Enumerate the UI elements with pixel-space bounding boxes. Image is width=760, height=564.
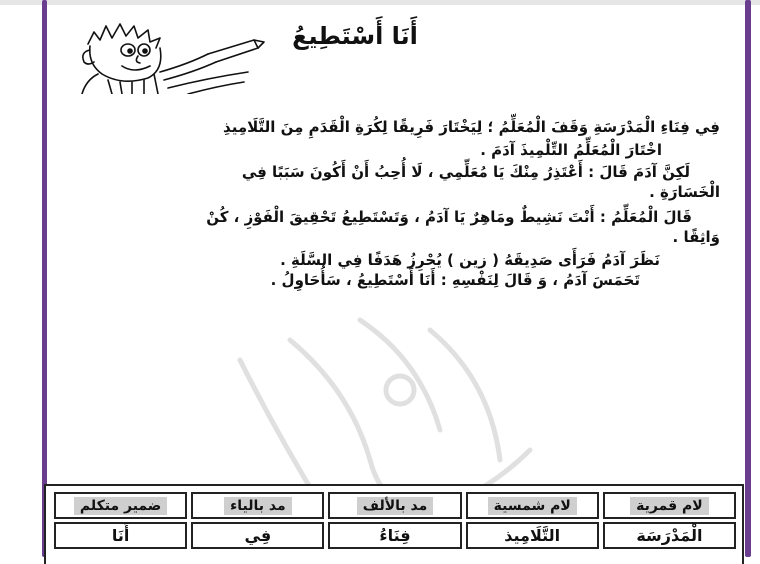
table-cell: التَّلَامِيذ [466,522,599,549]
story-line: قَالَ الْمُعَلِّمُ : أَنْتَ نَشِيطٌ ومَاهِرٌ يَا آدَمُ ، وَتَسْتَطِيعُ تَحْقِيقَ الْفَوْزِ ، كُنْ [206,208,692,226]
header-label: مد بالياء [224,497,292,515]
story-line: فِي فِنَاءِ الْمَدْرَسَةِ وَقَفَ الْمُعَلِّمُ ؛ لِيَخْتَارَ فَرِيقًا لِكُرَةِ الْقَدَمِ مِنَ التَّلَامِيذِ [223,118,720,136]
table-cell: أَنَا [54,522,187,549]
table-header-cell [191,492,324,519]
boy-cartoon-icon [68,14,268,94]
table-header-cell [54,492,187,519]
table-cell: الْمَدْرَسَة [603,522,736,549]
header-label: مد بالألف [357,497,434,515]
story-line: نَظَرَ آدَمُ فَرَأَى صَدِيقَهُ ( زين ) يُحْرِزُ هَدَفًا فِي السَّلَةِ . [280,251,660,269]
page-border-left [42,0,47,557]
story-line: لَكِنَّ آدَمَ قَالَ : أَعْتَذِرُ مِنْكَ يَا مُعَلِّمِي ، لَا أُحِبُ أَنْ أَكُونَ سَبَبًا فِي [241,163,690,181]
table-cell: فِنَاءُ [328,522,461,549]
header-label: لام شمسية [488,497,577,515]
story-text [52,118,720,290]
story-line: اخْتَارَ الْمُعَلِّمُ التِّلْمِيذَ آدَمَ . [480,140,662,159]
table-header-cell [603,492,736,519]
page-title: أَنَا أَسْتَطِيعُ [292,22,418,50]
table-cell: فِي [191,522,324,549]
table-header-cell [466,492,599,519]
table-header-row [54,492,736,519]
header-label: لام قمرية [630,497,709,515]
top-band [0,0,760,5]
table-row [54,522,736,549]
story-line: تَحَمَسَ آدَمُ ، وَ قَالَ لِنَفْسِهِ : أَنَا أَسْتَطِيعُ ، سَأُحَاوِلُ . [270,270,640,289]
table-header-cell [328,492,461,519]
page-border-right [745,0,751,557]
story-line: وَاثِقًا . [672,227,720,246]
header-label: ضمير متكلم [74,497,167,515]
story-line: الْخَسَارَةِ . [649,182,720,201]
vocabulary-table-frame [44,484,744,564]
vocabulary-table [50,489,740,552]
